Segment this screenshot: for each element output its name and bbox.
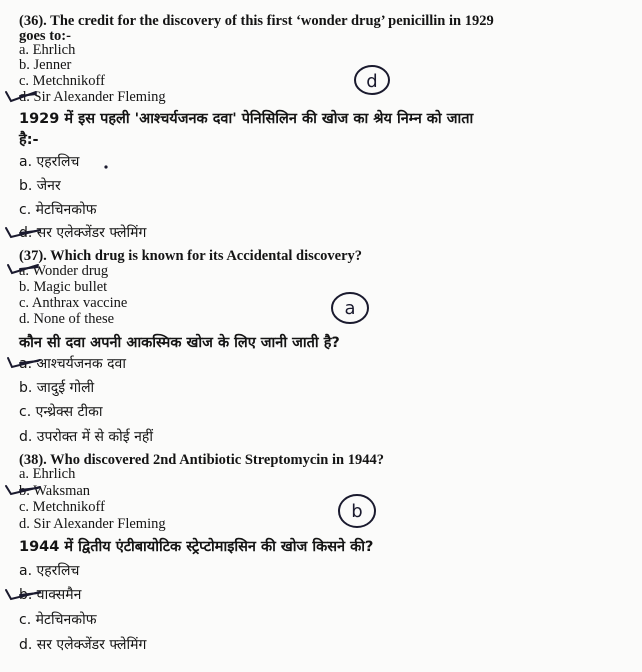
q36-option-a-en: a. Ehrlich <box>19 42 76 58</box>
q38-option-a-en: a. Ehrlich <box>19 466 76 482</box>
q37-question-hi: कौन सी दवा अपनी आकस्मिक खोज के लिए जानी जाती है? <box>19 335 340 351</box>
q37-option-a-en: a. Wonder drug <box>19 263 109 279</box>
q37-option-a-hi: a. आश्चर्यजनक दवा <box>19 356 126 372</box>
q36-option-b-hi: b. जेनर <box>19 178 61 194</box>
ink-dot <box>104 165 107 168</box>
q36-question-en-line2: goes to:- <box>19 28 71 44</box>
q37-option-c-hi: c. एन्थ्रेक्स टीका <box>19 404 103 420</box>
q36-option-c-en: c. Metchnikoff <box>19 73 105 89</box>
q36-question-en-line1: (36). The credit for the discovery of this first ‘wonder drug’ penicillin in 1929 <box>19 13 494 29</box>
q36-option-d-hi: d. सर एलेक्जेंडर फ्लेमिंग <box>19 225 147 241</box>
q38-option-b-en: b. Waksman <box>19 483 91 499</box>
q38-option-c-hi: c. मेटचिनकोफ <box>19 612 97 628</box>
q38-option-a-hi: a. एहरलिच <box>19 563 80 579</box>
q37-answer-circle <box>332 293 368 323</box>
q37-option-b-en: b. Magic bullet <box>19 279 108 295</box>
q38-question-en: (38). Who discovered 2nd Antibiotic Streptomycin in 1944? <box>19 452 384 468</box>
q36-option-d-en: d. Sir Alexander Fleming <box>19 89 166 105</box>
q36-handwritten-answer: d <box>366 71 378 92</box>
q37-handwritten-answer: a <box>344 298 356 319</box>
q38-handwritten-answer: b <box>351 501 363 522</box>
q38-option-b-hi: b. वाक्समैन <box>19 587 82 603</box>
q38-option-d-en: d. Sir Alexander Fleming <box>19 516 166 532</box>
q36-question-hi-line1: 1929 में इस पहली 'आश्चर्यजनक दवा' पेनिसिलिन की खोज का श्रेय निम्न को जाता <box>19 111 474 127</box>
q37-option-b-hi: b. जादुई गोली <box>19 380 95 396</box>
q37-option-d-en: d. None of these <box>19 311 115 327</box>
q36-option-a-hi: a. एहरलिच <box>19 154 80 170</box>
q37-question-en: (37). Which drug is known for its Accidental discovery? <box>19 248 363 264</box>
q38-option-c-en: c. Metchnikoff <box>19 499 105 515</box>
q36-option-b-en: b. Jenner <box>19 57 72 73</box>
q36-answer-circle <box>355 66 389 94</box>
q37-option-c-en: c. Anthrax vaccine <box>19 295 128 311</box>
q36-question-hi-line2: है:- <box>19 132 39 148</box>
q38-option-d-hi: d. सर एलेक्जेंडर फ्लेमिंग <box>19 637 147 653</box>
q37-option-d-hi: d. उपरोक्त में से कोई नहीं <box>19 429 153 445</box>
q36-option-c-hi: c. मेटचिनकोफ <box>19 202 97 218</box>
q38-question-hi: 1944 में द्वितीय एंटीबायोटिक स्ट्रेप्टोमाइसिन की खोज किसने की? <box>19 539 374 555</box>
q38-answer-circle <box>339 495 375 527</box>
